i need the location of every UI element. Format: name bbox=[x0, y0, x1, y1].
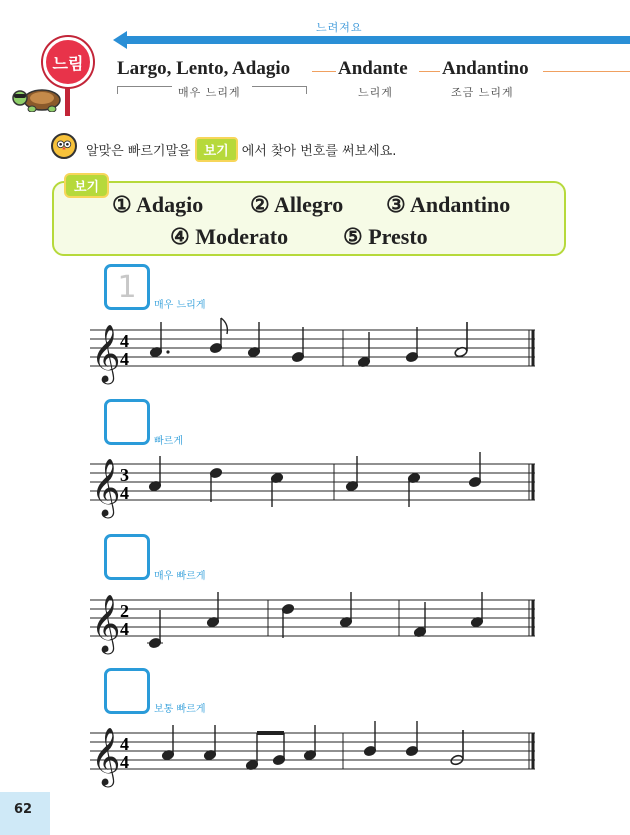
answer-box-3[interactable] bbox=[104, 534, 150, 580]
time-sig-bottom: 4 bbox=[120, 483, 129, 503]
term-andante: Andante bbox=[338, 58, 408, 79]
answer-text-1: 1 bbox=[117, 269, 137, 305]
slow-sign-icon bbox=[43, 37, 93, 87]
time-sig-top: 4 bbox=[120, 331, 129, 351]
instruction-example-tag: 보기 bbox=[195, 137, 238, 162]
term-andantino: Andantino bbox=[442, 58, 529, 79]
instruction-before: 알맞은 빠르기말을 bbox=[86, 144, 191, 159]
instruction-after: 에서 찾아 번호를 써보세요. bbox=[241, 144, 397, 159]
turtle-icon bbox=[8, 82, 68, 112]
treble-clef-icon: 𝄞 bbox=[91, 324, 121, 382]
page-number: 62 bbox=[14, 802, 33, 817]
time-sig-top: 2 bbox=[120, 601, 129, 621]
example-item-moderato: ④ Moderato bbox=[170, 224, 289, 249]
example-item-adagio: ① Adagio bbox=[112, 192, 204, 217]
time-sig-top: 4 bbox=[120, 734, 129, 754]
answer-box-1[interactable] bbox=[104, 264, 150, 310]
staff-2 bbox=[0, 444, 630, 524]
connector-line bbox=[312, 71, 336, 72]
staff-4 bbox=[0, 713, 630, 793]
time-sig-bottom: 4 bbox=[120, 752, 129, 772]
example-tag: 보기 bbox=[64, 173, 109, 198]
example-item-andantino: ③ Andantino bbox=[386, 192, 511, 217]
brace-right bbox=[252, 86, 307, 94]
staff-3 bbox=[0, 580, 630, 660]
slower-label: 느려져요 bbox=[316, 21, 363, 34]
slow-sign-label: 느림 bbox=[52, 53, 84, 73]
sub-slightly-slow: 조금 느리게 bbox=[451, 86, 514, 99]
sub-very-slow: 매우 느리게 bbox=[178, 86, 241, 99]
example-item-allegro: ② Allegro bbox=[250, 192, 344, 217]
tempo-label-1: 매우 느리게 bbox=[154, 300, 206, 311]
connector-line bbox=[543, 71, 630, 72]
treble-clef-icon: 𝄞 bbox=[91, 727, 121, 785]
owl-icon bbox=[51, 133, 77, 159]
staff-1 bbox=[0, 310, 630, 390]
treble-clef-icon: 𝄞 bbox=[91, 594, 121, 652]
brace-left bbox=[117, 86, 172, 94]
answer-box-2[interactable] bbox=[104, 399, 150, 445]
tempo-arrow-head-icon bbox=[113, 31, 127, 49]
term-largo-lento-adagio: Largo, Lento, Adagio bbox=[117, 58, 291, 79]
tempo-label-3: 매우 빠르게 bbox=[154, 571, 206, 582]
instruction bbox=[86, 137, 396, 162]
tempo-label-4: 보통 빠르게 bbox=[154, 704, 206, 715]
connector-line bbox=[419, 71, 440, 72]
time-sig-top: 3 bbox=[120, 465, 129, 485]
tempo-label-2: 빠르게 bbox=[154, 436, 183, 447]
time-sig-bottom: 4 bbox=[120, 619, 129, 639]
sub-slow: 느리게 bbox=[358, 86, 393, 99]
answer-box-4[interactable] bbox=[104, 668, 150, 714]
tempo-arrow-bar bbox=[125, 36, 630, 44]
time-sig-bottom: 4 bbox=[120, 349, 129, 369]
treble-clef-icon: 𝄞 bbox=[91, 458, 121, 516]
example-item-presto: ⑤ Presto bbox=[343, 224, 428, 249]
